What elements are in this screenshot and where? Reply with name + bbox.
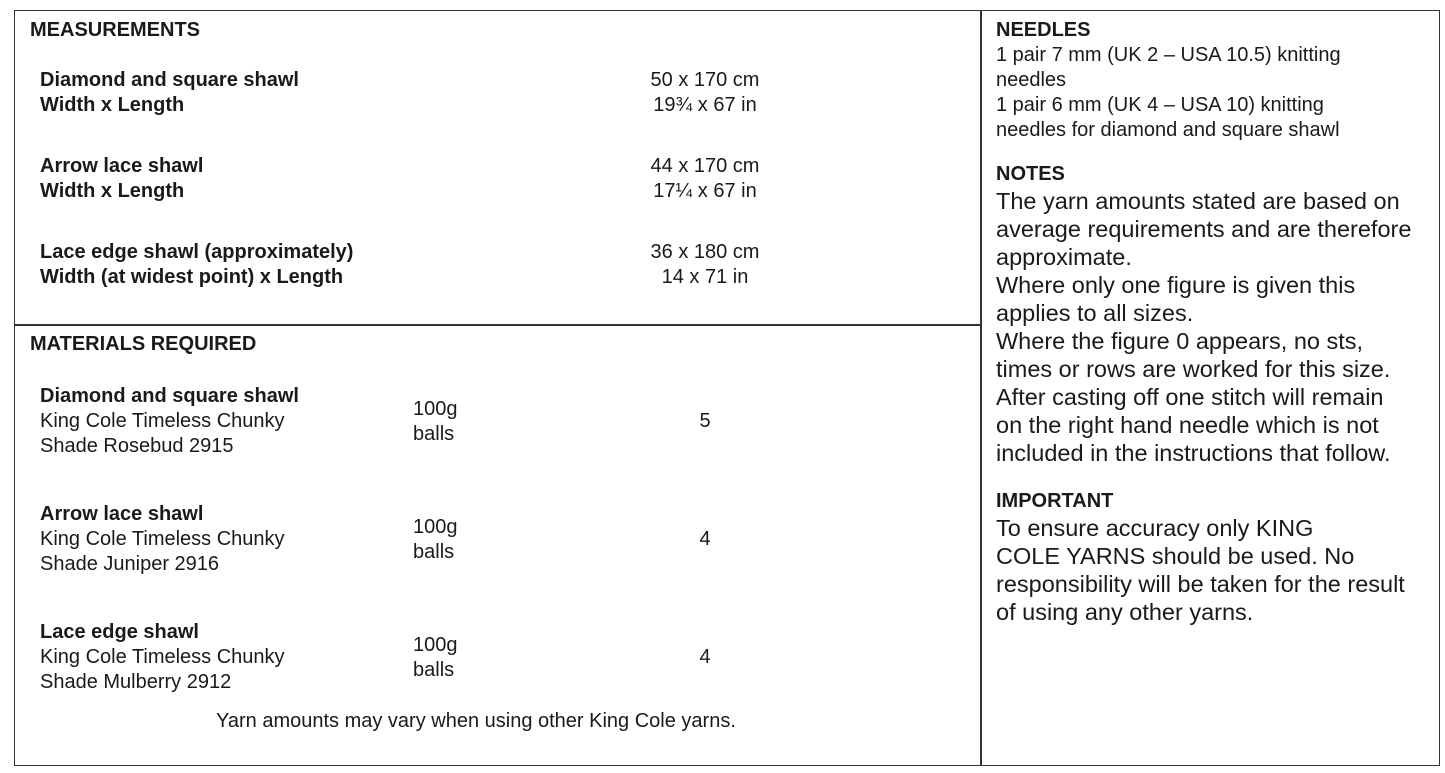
needles-line: 1 pair 7 mm (UK 2 – USA 10.5) knitting <box>996 44 1341 66</box>
notes-line: After casting off one stitch will remain <box>996 384 1384 410</box>
measurement-in: 17¼ x 67 in <box>653 180 757 202</box>
notes-line: applies to all sizes. <box>996 300 1194 326</box>
material-unit: balls <box>413 423 455 445</box>
material-ball-weight <box>413 397 458 447</box>
material-item <box>40 620 285 695</box>
measurement-dim-label: Width x Length <box>40 94 185 116</box>
measurement-in: 19¾ x 67 in <box>653 94 757 116</box>
notes-line: The yarn amounts stated are based on <box>996 188 1400 214</box>
important-line: responsibility will be taken for the result <box>996 571 1405 597</box>
material-quantity: 4 <box>699 528 711 550</box>
material-yarn: King Cole Timeless Chunky <box>40 528 285 550</box>
measurement-dim-label: Width (at widest point) x Length <box>40 266 344 288</box>
important-line: of using any other yarns. <box>996 599 1254 625</box>
column-divider <box>980 10 982 766</box>
notes-line: on the right hand needle which is not <box>996 412 1379 438</box>
measurement-dim-label: Width x Length <box>40 180 185 202</box>
materials-heading: MATERIALS REQUIRED <box>30 333 257 355</box>
material-unit: balls <box>413 659 455 681</box>
notes-line: Where the figure 0 appears, no sts, <box>996 328 1364 354</box>
needles-text <box>996 43 1436 143</box>
measurement-name: Arrow lace shawl <box>40 155 204 177</box>
measurement-values <box>595 240 815 290</box>
material-quantity: 4 <box>699 646 711 668</box>
needles-line: needles for diamond and square shawl <box>996 119 1340 141</box>
needles-heading: NEEDLES <box>996 19 1091 41</box>
notes-line: average requirements and are therefore <box>996 216 1412 242</box>
material-quantity: 5 <box>699 410 711 432</box>
important-heading: IMPORTANT <box>996 490 1114 512</box>
yarn-note: Yarn amounts may vary when using other King Cole yarns. <box>216 710 736 732</box>
measurement-values <box>595 154 815 204</box>
measurement-cm: 50 x 170 cm <box>650 69 760 91</box>
material-yarn: King Cole Timeless Chunky <box>40 646 285 668</box>
measurements-heading: MEASUREMENTS <box>30 19 201 41</box>
notes-line: approximate. <box>996 244 1132 270</box>
material-name: Diamond and square shawl <box>40 385 299 407</box>
measurement-cm: 44 x 170 cm <box>650 155 760 177</box>
notes-heading: NOTES <box>996 163 1065 185</box>
notes-line: Where only one figure is given this <box>996 272 1356 298</box>
material-shade: Shade Mulberry 2912 <box>40 671 232 693</box>
material-name: Lace edge shawl <box>40 621 199 643</box>
important-line: To ensure accuracy only KING <box>996 515 1314 541</box>
material-ball-weight <box>413 633 458 683</box>
measurement-name: Diamond and square shawl <box>40 69 299 91</box>
material-item <box>40 384 299 459</box>
material-ball-weight <box>413 515 458 565</box>
measurement-cm: 36 x 180 cm <box>650 241 760 263</box>
important-text <box>996 514 1436 626</box>
notes-text <box>996 187 1436 467</box>
needles-line: needles <box>996 69 1067 91</box>
right-column <box>996 18 1436 626</box>
measurement-item <box>40 240 353 290</box>
notes-line: included in the instructions that follow. <box>996 440 1391 466</box>
important-line: COLE YARNS should be used. No <box>996 543 1355 569</box>
needles-line: 1 pair 6 mm (UK 4 – USA 10) knitting <box>996 94 1324 116</box>
notes-line: times or rows are worked for this size. <box>996 356 1391 382</box>
measurement-name: Lace edge shawl (approximately) <box>40 241 354 263</box>
section-divider <box>14 324 981 326</box>
measurement-in: 14 x 71 in <box>661 266 749 288</box>
material-shade: Shade Juniper 2916 <box>40 553 220 575</box>
material-shade: Shade Rosebud 2915 <box>40 435 234 457</box>
material-unit: balls <box>413 541 455 563</box>
measurement-values <box>595 68 815 118</box>
material-weight: 100g <box>413 398 458 420</box>
material-weight: 100g <box>413 516 458 538</box>
material-item <box>40 502 285 577</box>
material-weight: 100g <box>413 634 458 656</box>
material-yarn: King Cole Timeless Chunky <box>40 410 285 432</box>
material-name: Arrow lace shawl <box>40 503 204 525</box>
measurement-item <box>40 154 203 204</box>
measurement-item <box>40 68 299 118</box>
